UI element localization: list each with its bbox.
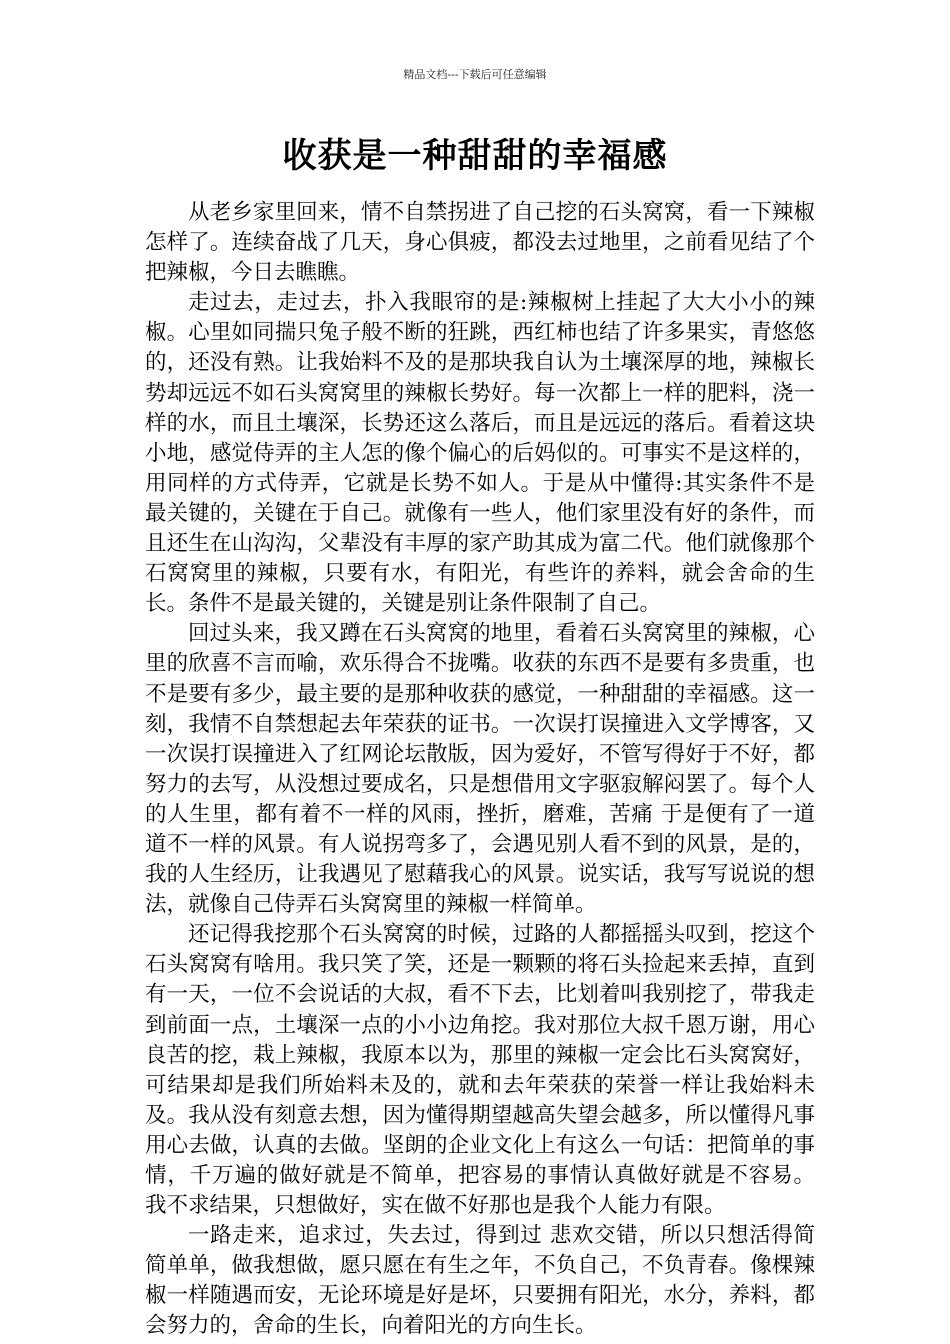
paragraph-4: 还记得我挖那个石头窝窝的时候，过路的人都摇摇头叹到，挖这个石头窝窝有啥用。我只笑了笑，还是一颗颗的将石头捡起来丢掉，直到有一天，一位不会说话的大叔，看不下去，比划着叫我别挖了，带我走到前面一点，土壤深一点的小小边角挖。我对那位大叔千恩万谢，用心良苦的挖，栽上辣椒，我原本以为，那里的辣椒一定会比石头窝窝好，可结果却是我们所始料未及的，就和去年荣获的荣誉一样让我始料未及。我从没有刻意去想，因为懂得期望越高失望会越多，所以懂得凡事用心去做，认真的去做。坚朗的企业文化上有这么一句话：把简单的事情，千万遍的做好就是不简单，把容易的事情认真做好就是不容易。 我不求结果，只想做好，实在做不好那也是我个人能力有限。 xyxy=(145,922,815,1219)
header-note: 精品文档---下载后可任意编辑 xyxy=(403,68,547,81)
paragraph-3: 回过头来，我又蹲在石头窝窝的地里，看着石头窝窝里的辣椒，心里的欣喜不言而喻，欢乐得合不拢嘴。收获的东西不是要有多贵重，也不是要有多少，最主要的是那种收获的感觉，一种甜甜的幸福感。这一刻，我情不自禁想起去年荣获的证书。一次误打误撞进入文学博客，又一次误打误撞进入了红网论坛散版，因为爱好，不管写得好于不好，都努力的去写，从没想过要成名，只是想借用文字驱寂解闷罢了。每个人的人生里，都有着不一样的风雨，挫折，磨难，苦痛 于是便有了一道道不一样的风景。有人说拐弯多了，会遇见别人看不到的风景，是的，我的人生经历，让我遇见了慰藉我心的风景。说实话，我写写说说的想法，就像自己侍弄石头窝窝里的辣椒一样简单。 xyxy=(145,621,815,918)
paragraph-2: 走过去，走过去，扑入我眼帘的是:辣椒树上挂起了大大小小的辣椒。心里如同揣只兔子般不断的狂跳，西红柿也结了许多果实，青悠悠的，还没有熟。让我始料不及的是那块我自认为土壤深厚的地，辣椒长势却远远不如石头窝窝里的辣椒长势好。每一次都上一样的肥料，浇一样的水，而且土壤深，长势还这么落后，而且是远远的落后。看着这块小地，感觉侍弄的主人怎的像个偏心的后妈似的。可事实不是这样的，用同样的方式侍弄，它就是长势不如人。于是从中懂得:其实条件不是最关键的，关键在于自己。就像有一些人，他们家里没有好的条件，而且还生在山沟沟，父辈没有丰厚的家产助其成为富二代。他们就像那个石窝窝里的辣椒，只要有水，有阳光，有些许的养料，就会舍命的生长。条件不是最关键的，关键是别让条件限制了自己。 xyxy=(145,290,815,617)
paragraph-1: 从老乡家里回来，情不自禁拐进了自己挖的石头窝窝，看一下辣椒怎样了。连续奋战了几天，身心俱疲，都没去过地里，之前看见结了个把辣椒，今日去瞧瞧。 xyxy=(145,200,815,286)
paragraph-5: 一路走来，追求过，失去过，得到过 悲欢交错，所以只想活得简简单单，做我想做，愿只愿在有生之年，不负自己，不负青春。像棵辣椒一样随遇而安，无论环境是好是坏，只要拥有阳光，水分，养料，都会努力的，舍命的生长，向着阳光的方向生长。 xyxy=(145,1223,815,1339)
document-body xyxy=(145,198,815,1342)
document-title: 收获是一种甜甜的幸福感 xyxy=(282,136,668,176)
